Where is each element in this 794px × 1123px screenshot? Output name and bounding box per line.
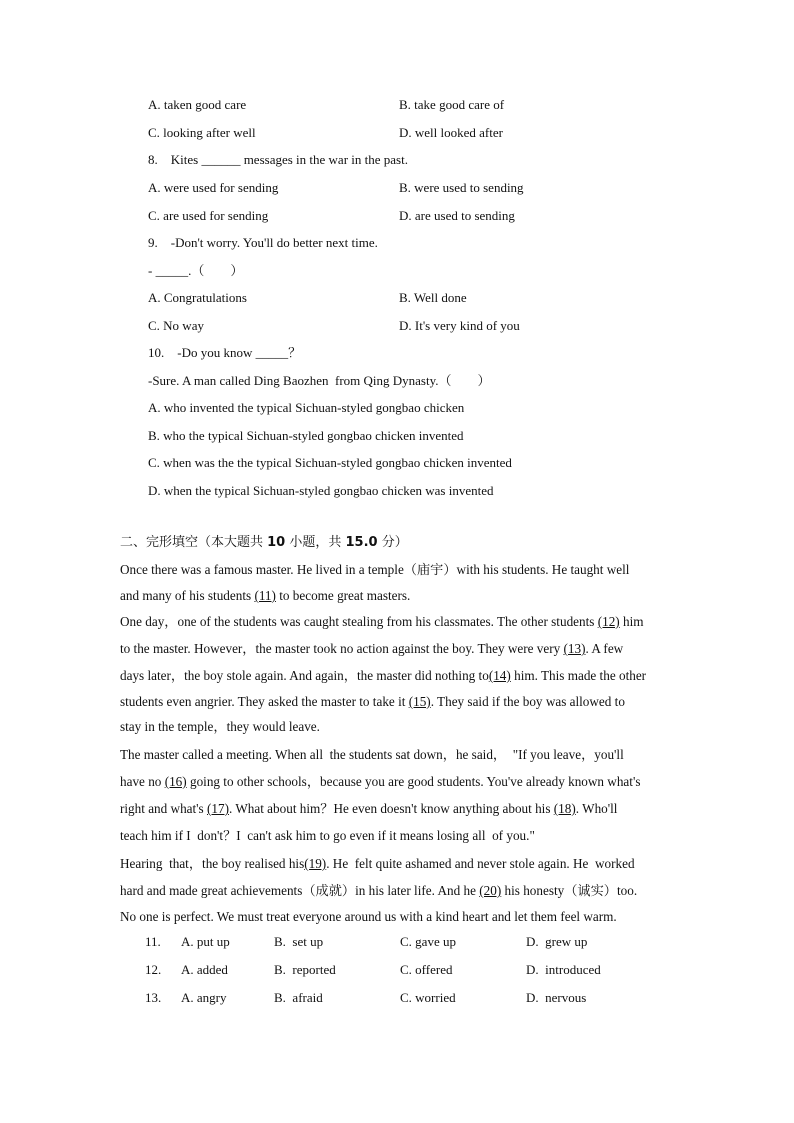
q8-stem: 8. Kites ______ messages in the war in the past.	[148, 152, 408, 167]
blank-16: (16)	[164, 774, 187, 789]
section-title-prefix: 二、完形填空（本大题共	[120, 535, 268, 550]
total-score: 15.0	[345, 535, 378, 550]
passage-text: his honesty（诚实）too.	[501, 883, 638, 898]
blank-14: (14)	[488, 668, 511, 683]
q13-option-c: C. worried	[400, 990, 456, 1005]
passage-text: him. This made the other	[510, 668, 647, 683]
q10-option-d: D. when the typical Sichuan-styled gongbao chicken was invented	[148, 483, 494, 498]
blank-17: (17)	[206, 801, 229, 816]
q13-option-d: D. nervous	[526, 990, 587, 1005]
q11-option-c: C. gave up	[400, 934, 456, 949]
blank-20: (20)	[479, 883, 502, 898]
q9-option-a: A. Congratulations	[148, 290, 247, 305]
q12-option-b: B. reported	[274, 962, 336, 977]
blank-11: (11)	[254, 588, 276, 603]
q10-reply: -Sure. A man called Ding Baozhen from Qing Dynasty.（ ）	[148, 373, 491, 388]
passage-text: . He felt quite ashamed and never stole again. He worked	[326, 856, 635, 871]
passage-text: . Who'll	[575, 801, 618, 816]
passage-text: students even angrier. They asked the master to take it	[120, 694, 409, 709]
passage-line-1: Once there was a famous master. He lived in a temple（庙宇）with his students. He taught well	[120, 562, 630, 577]
section-title-suffix: 分）	[377, 535, 408, 550]
passage-text: have no	[120, 774, 165, 789]
q11-option-a: A. put up	[181, 934, 230, 949]
q9-option-c: C. No way	[148, 318, 204, 333]
passage-line-6	[120, 694, 625, 710]
passage-text: . They said if the boy was allowed to	[430, 694, 625, 709]
q13-option-a: A. angry	[181, 990, 227, 1005]
passage-text: hard and made great achievements（成就）in his later life. And he	[120, 883, 480, 898]
q13-option-b: B. afraid	[274, 990, 323, 1005]
q10-option-c: C. when was the the typical Sichuan-styled gongbao chicken invented	[148, 455, 512, 470]
passage-line-10	[120, 801, 617, 817]
section-title-mid: 小题，共	[285, 535, 346, 550]
passage-text: One day，one of the students was caught stealing from his classmates. The other students	[120, 614, 598, 629]
passage-text: and many of his students	[120, 588, 255, 603]
passage-text: days later，the boy stole again. And again，the master did nothing to	[120, 668, 489, 683]
q8-option-a: A. were used for sending	[148, 180, 279, 195]
passage-line-11: teach him if I don't？I can't ask him to go even if it means losing all of you."	[120, 828, 535, 843]
passage-line-5	[120, 668, 646, 684]
blank-18: (18)	[553, 801, 576, 816]
q11-option-d: D. grew up	[526, 934, 588, 949]
q9-option-d: D. It's very kind of you	[399, 318, 520, 333]
passage-text: to the master. However，the master took no action against the boy. They were very	[120, 641, 564, 656]
q12-number: 12.	[145, 962, 162, 977]
q13-number: 13.	[145, 990, 162, 1005]
passage-line-13	[120, 883, 637, 899]
passage-line-14: No one is perfect. We must treat everyone around us with a kind heart and let them feel warm.	[120, 909, 617, 924]
section-title	[120, 535, 408, 551]
q7-option-b: B. take good care of	[399, 97, 505, 112]
q7-option-d: D. well looked after	[399, 125, 503, 140]
blank-12: (12)	[597, 614, 620, 629]
q9-option-b: B. Well done	[399, 290, 467, 305]
passage-text: going to other schools，because you are good students. You've already known what's	[186, 774, 641, 789]
q12-option-d: D. introduced	[526, 962, 601, 977]
q11-number: 11.	[145, 934, 161, 949]
q8-option-d: D. are used to sending	[399, 208, 515, 223]
blank-15: (15)	[408, 694, 431, 709]
q12-option-a: A. added	[181, 962, 228, 977]
passage-text: him	[619, 614, 644, 629]
q9-stem: 9. -Don't worry. You'll do better next time.	[148, 235, 378, 250]
passage-text: right and what's	[120, 801, 207, 816]
passage-text: . What about him？He even doesn't know anything about his	[228, 801, 554, 816]
q10-option-b: B. who the typical Sichuan-styled gongbao chicken invented	[148, 428, 464, 443]
q8-option-b: B. were used to sending	[399, 180, 524, 195]
passage-line-12	[120, 856, 635, 872]
q10-stem: 10. -Do you know _____？	[148, 345, 302, 360]
passage-text: to become great masters.	[275, 588, 411, 603]
blank-19: (19)	[304, 856, 327, 871]
passage-line-3	[120, 614, 644, 630]
q11-option-b: B. set up	[274, 934, 324, 949]
question-count: 10	[267, 535, 286, 550]
passage-text: . A few	[585, 641, 624, 656]
q7-option-a: A. taken good care	[148, 97, 247, 112]
q10-option-a: A. who invented the typical Sichuan-styled gongbao chicken	[148, 400, 465, 415]
q7-option-c: C. looking after well	[148, 125, 256, 140]
blank-13: (13)	[563, 641, 586, 656]
passage-line-4	[120, 641, 623, 657]
q8-option-c: C. are used for sending	[148, 208, 269, 223]
passage-line-7: stay in the temple，they would leave.	[120, 719, 320, 734]
passage-line-8: The master called a meeting. When all the students sat down，he said， "If you leave，you'll	[120, 747, 624, 762]
passage-line-2	[120, 588, 410, 604]
passage-line-9	[120, 774, 640, 790]
q12-option-c: C. offered	[400, 962, 453, 977]
q9-reply: - _____.（ ）	[148, 263, 244, 278]
passage-text: Hearing that，the boy realised his	[120, 856, 305, 871]
